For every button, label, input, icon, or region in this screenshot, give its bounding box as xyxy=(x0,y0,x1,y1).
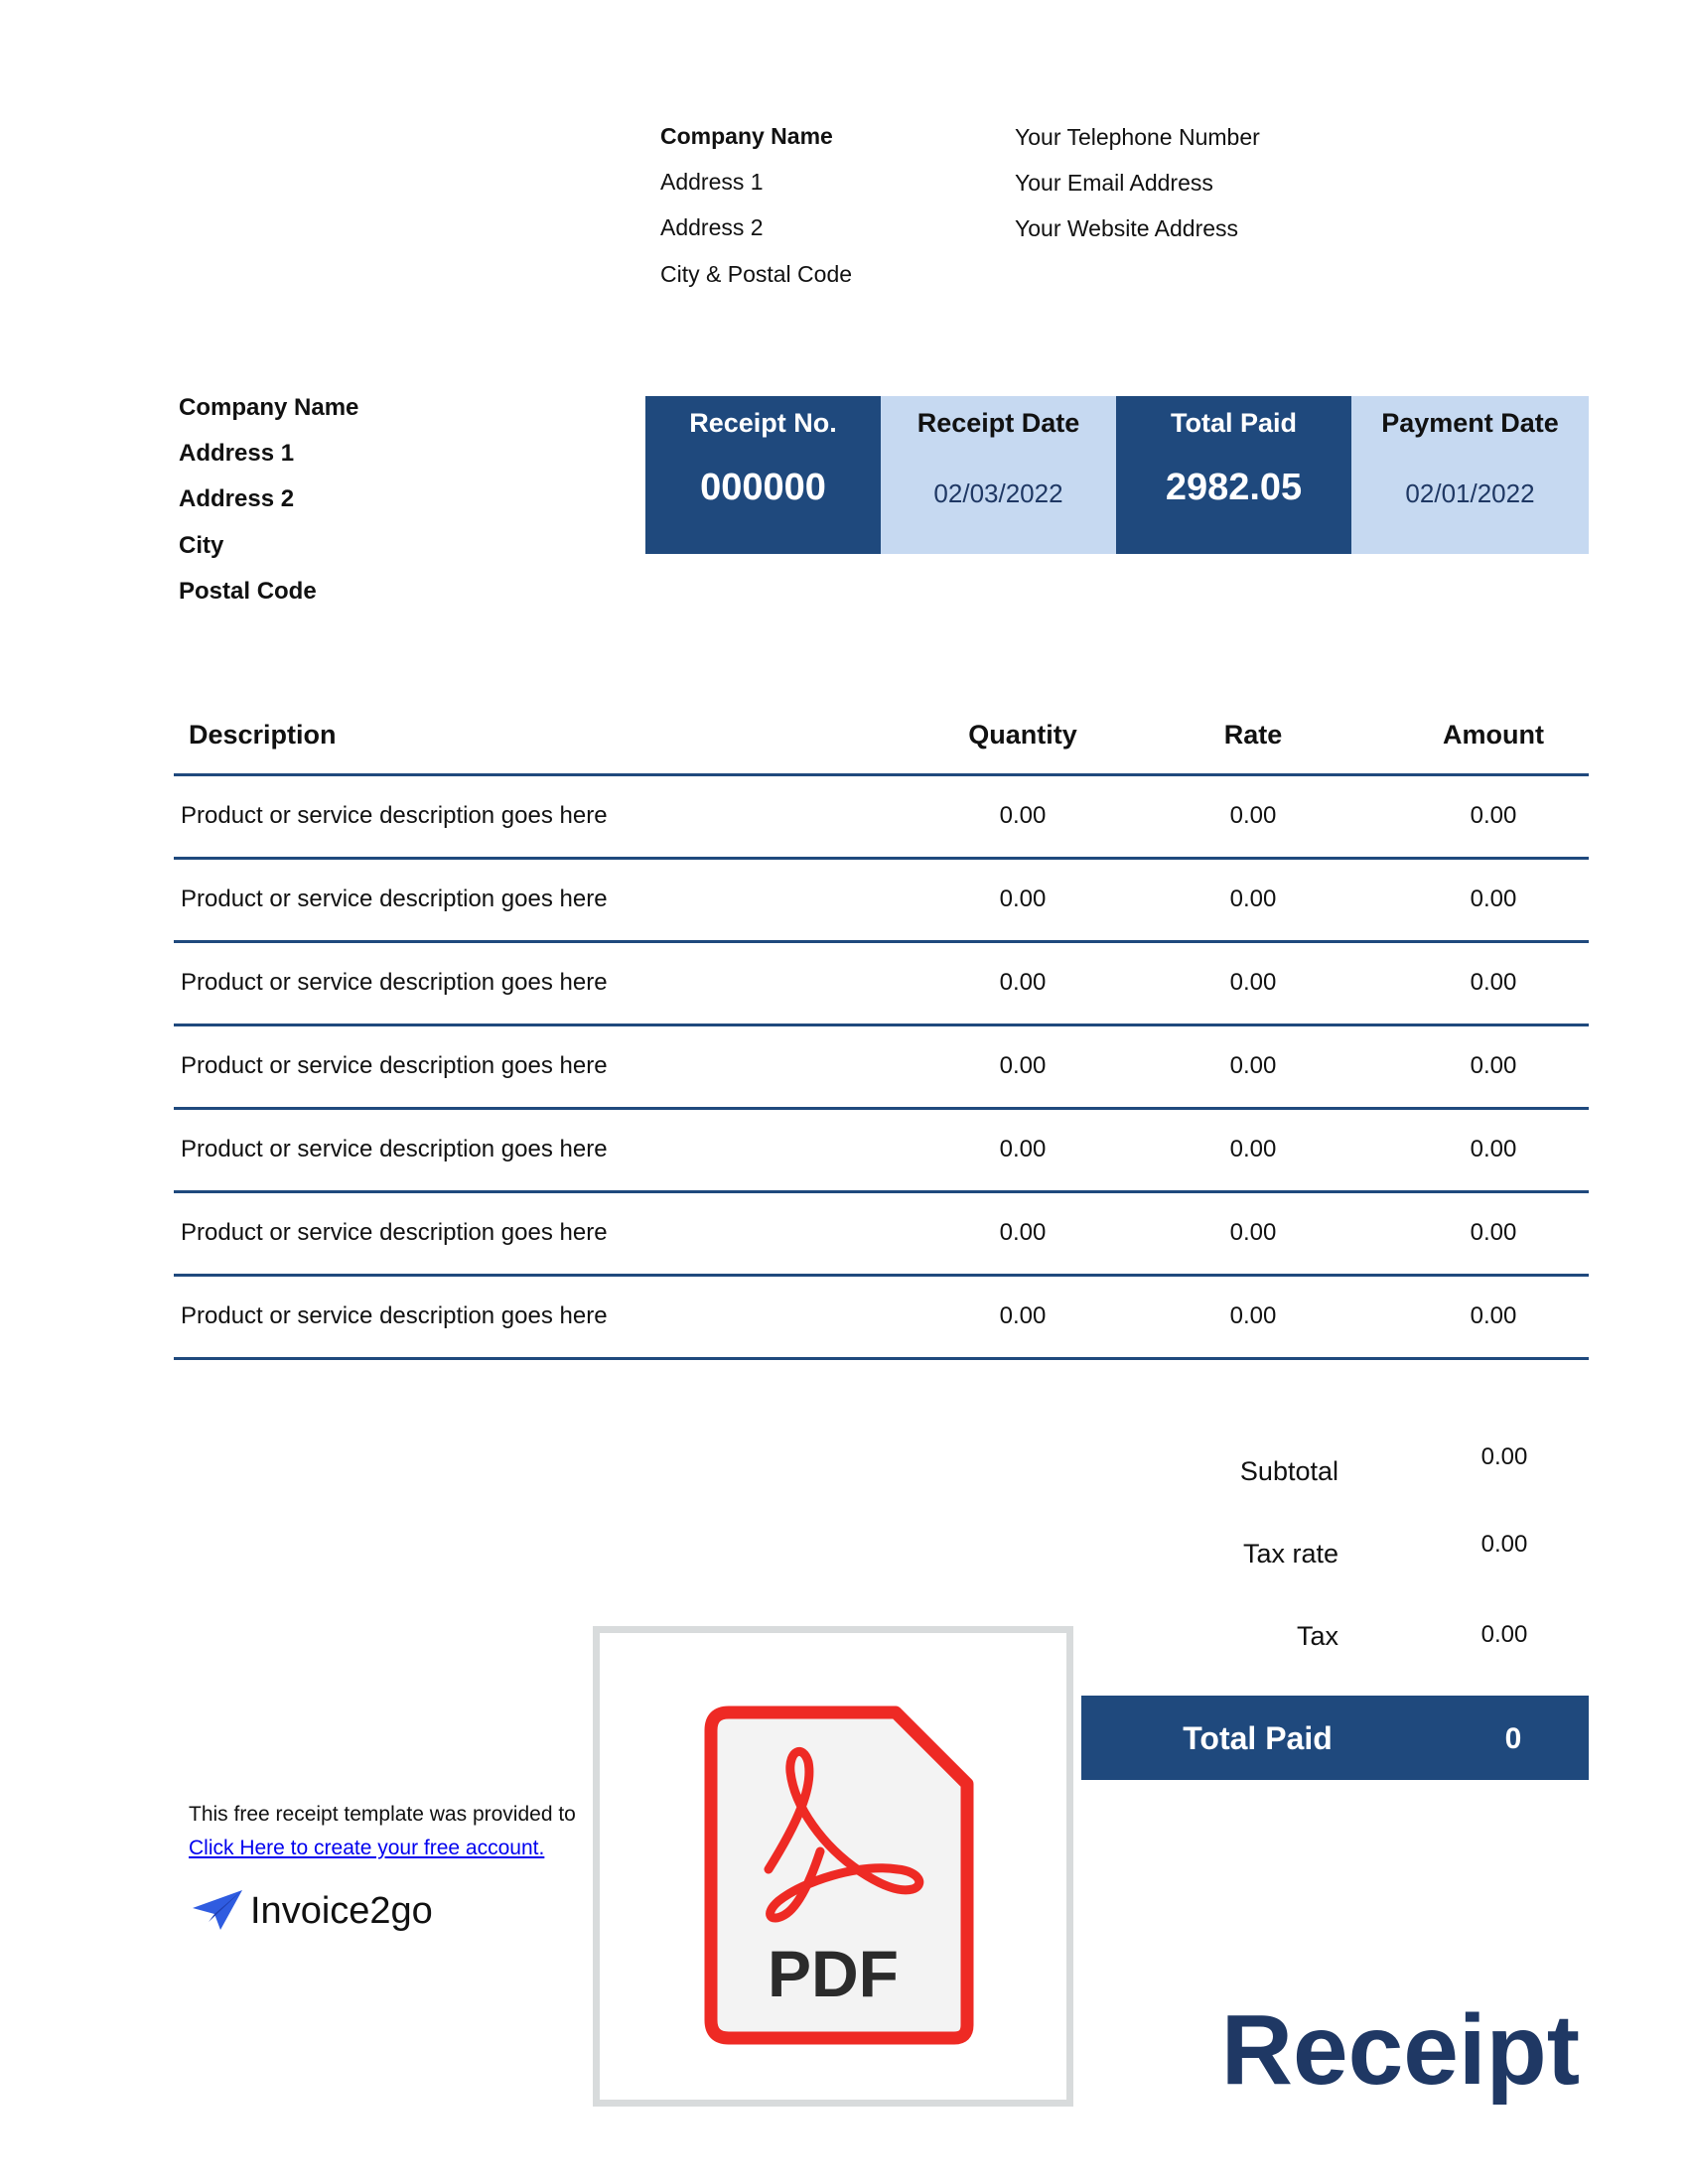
row-quantity: 0.00 xyxy=(999,802,1047,829)
sender-email: Your Email Address xyxy=(1015,170,1213,196)
row-description: Product or service description goes here xyxy=(181,1302,608,1329)
client-address-1: Address 1 xyxy=(179,440,295,467)
receipt-date-label: Receipt Date xyxy=(916,408,1080,438)
header-amount: Amount xyxy=(1443,720,1544,750)
tax-value: 0.00 xyxy=(1480,1621,1528,1648)
pdf-file-icon xyxy=(600,1633,1066,2100)
row-divider xyxy=(174,1357,1589,1360)
pdf-label: PDF xyxy=(768,1937,899,2010)
row-divider xyxy=(174,1274,1589,1277)
total-paid-label: Total Paid xyxy=(1170,408,1297,438)
total-paid-bar xyxy=(1081,1696,1589,1780)
footer-provided-text: This free receipt template was provided to xyxy=(189,1803,576,1826)
client-city: City xyxy=(179,532,224,559)
row-quantity: 0.00 xyxy=(999,1219,1047,1246)
receipt-number-cell xyxy=(645,396,881,554)
row-description: Product or service description goes here xyxy=(181,1219,608,1246)
row-divider xyxy=(174,1190,1589,1193)
row-rate: 0.00 xyxy=(1229,802,1277,829)
total-paid-cell xyxy=(1116,396,1351,554)
tax-label: Tax xyxy=(1296,1621,1338,1651)
total-paid-bar-label: Total Paid xyxy=(1183,1720,1333,1756)
receipt-date-cell xyxy=(881,396,1116,554)
tax-rate-label: Tax rate xyxy=(1242,1539,1338,1569)
client-postal-code: Postal Code xyxy=(179,578,317,605)
pdf-preview-overlay[interactable] xyxy=(593,1626,1073,2107)
receipt-date-value: 02/03/2022 xyxy=(933,478,1063,508)
row-amount: 0.00 xyxy=(1470,802,1517,829)
subtotal-label: Subtotal xyxy=(1239,1456,1338,1486)
subtotal-value: 0.00 xyxy=(1480,1443,1528,1470)
row-rate: 0.00 xyxy=(1229,1219,1277,1246)
row-amount: 0.00 xyxy=(1470,1219,1517,1246)
row-description: Product or service description goes here xyxy=(181,802,608,829)
row-quantity: 0.00 xyxy=(999,1136,1047,1162)
receipt-number-label: Receipt No. xyxy=(689,408,837,438)
row-rate: 0.00 xyxy=(1229,969,1277,996)
row-amount: 0.00 xyxy=(1470,1302,1517,1329)
sender-telephone: Your Telephone Number xyxy=(1015,124,1260,150)
sender-website: Your Website Address xyxy=(1015,215,1239,241)
client-company-name: Company Name xyxy=(179,394,359,421)
tax-rate-value: 0.00 xyxy=(1480,1531,1528,1558)
row-rate: 0.00 xyxy=(1229,1052,1277,1079)
document-title: Receipt xyxy=(1220,1994,1580,2106)
table-header-rule xyxy=(174,773,1589,776)
row-divider xyxy=(174,857,1589,860)
row-description: Product or service description goes here xyxy=(181,1052,608,1079)
row-divider xyxy=(174,1107,1589,1110)
sender-company-name: Company Name xyxy=(660,123,833,149)
header-description: Description xyxy=(189,720,337,750)
payment-date-cell xyxy=(1351,396,1589,554)
brand-name: Invoice2go xyxy=(250,1890,433,1932)
row-amount: 0.00 xyxy=(1470,1052,1517,1079)
payment-date-value: 02/01/2022 xyxy=(1405,478,1535,508)
row-amount: 0.00 xyxy=(1470,969,1517,996)
sender-address-1: Address 1 xyxy=(660,169,764,195)
payment-date-label: Payment Date xyxy=(1381,408,1559,438)
paper-plane-icon xyxy=(191,1888,244,1932)
row-rate: 0.00 xyxy=(1229,886,1277,912)
client-address-2: Address 2 xyxy=(179,485,295,512)
header-rate: Rate xyxy=(1223,720,1283,750)
sender-address-2: Address 2 xyxy=(660,214,764,240)
total-paid-bar-value: 0 xyxy=(1504,1722,1522,1755)
row-description: Product or service description goes here xyxy=(181,969,608,996)
row-quantity: 0.00 xyxy=(999,969,1047,996)
receipt-number-value: 000000 xyxy=(700,467,826,508)
row-quantity: 0.00 xyxy=(999,886,1047,912)
create-account-link[interactable]: Click Here to create your free account. xyxy=(189,1837,545,1859)
row-divider xyxy=(174,1024,1589,1026)
row-amount: 0.00 xyxy=(1470,886,1517,912)
row-divider xyxy=(174,940,1589,943)
sender-city-postal: City & Postal Code xyxy=(660,261,853,287)
row-quantity: 0.00 xyxy=(999,1302,1047,1329)
row-description: Product or service description goes here xyxy=(181,886,608,912)
row-amount: 0.00 xyxy=(1470,1136,1517,1162)
total-paid-value: 2982.05 xyxy=(1165,467,1303,508)
row-rate: 0.00 xyxy=(1229,1302,1277,1329)
row-quantity: 0.00 xyxy=(999,1052,1047,1079)
row-rate: 0.00 xyxy=(1229,1136,1277,1162)
row-description: Product or service description goes here xyxy=(181,1136,608,1162)
header-quantity: Quantity xyxy=(968,720,1077,750)
